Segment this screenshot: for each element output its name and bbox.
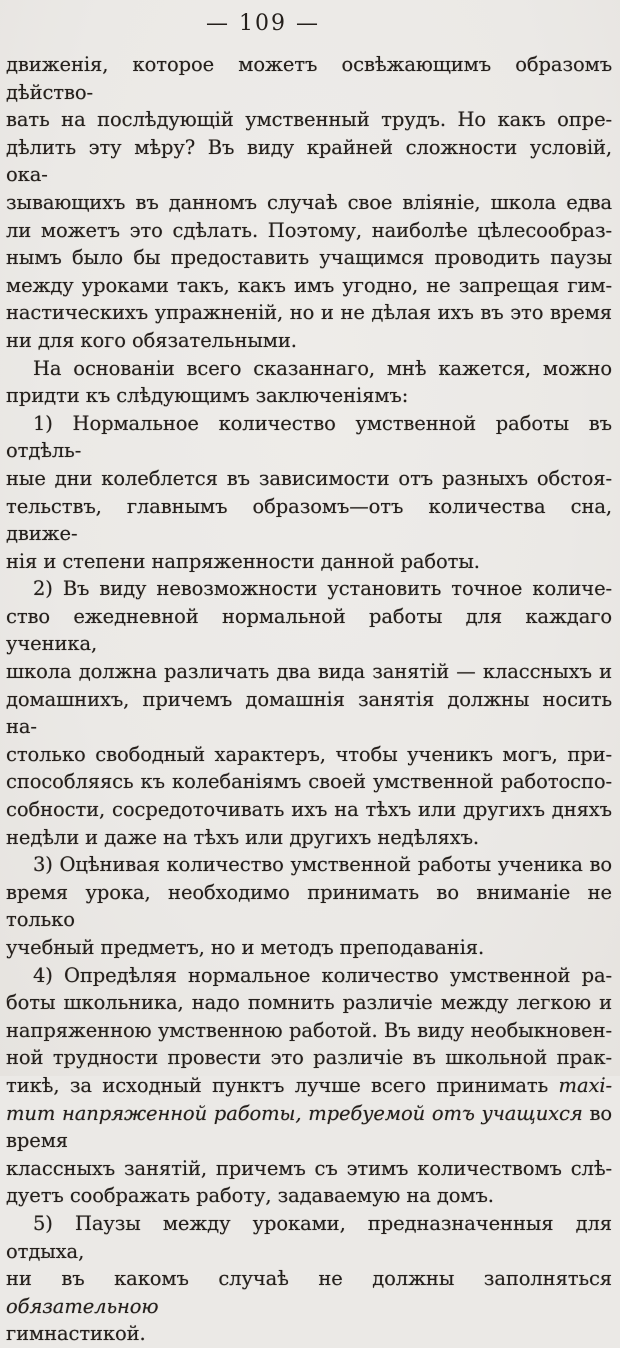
text-line	[6, 272, 612, 300]
text-run: между уроками такъ, какъ имъ угодно, не запрещая гим-	[6, 273, 612, 297]
page-number: — 109 —	[206, 11, 320, 36]
text-line	[6, 879, 612, 934]
text-run: напряженною умственною работой. Въ виду необыкновен-	[6, 1018, 612, 1042]
text-run: во время	[6, 1101, 612, 1153]
text-line	[6, 658, 612, 686]
text-line	[6, 962, 612, 990]
text-run: 2) Въ виду невозможности установить точное количе-	[33, 577, 612, 601]
text-line	[6, 106, 612, 134]
text-run: зывающихъ въ данномъ случаѣ свое вліяніе, школа едва	[6, 190, 612, 214]
text-line	[6, 410, 612, 465]
text-run: дуетъ соображать работу, задаваемую на домъ.	[6, 1184, 494, 1208]
text-run: столько свободный характеръ, чтобы ученикъ могъ, при-	[6, 742, 612, 766]
text-line	[6, 1210, 612, 1265]
text-run: гимнастикой.	[6, 1322, 146, 1346]
text-line	[6, 134, 612, 189]
text-run: домашнихъ, причемъ домашнія занятія должны носить на-	[6, 687, 612, 739]
text-run: 5) Паузы между уроками, предназначенныя для отдыха,	[6, 1211, 612, 1263]
text-line	[6, 355, 612, 383]
text-run: ство ежедневной нормальной работы для каждаго ученика,	[6, 604, 612, 656]
italic-text-run: mum напряженной работы, требуемой отъ учащихся	[6, 1101, 583, 1125]
text-run: нымъ было бы предоставить учащимся проводить паузы	[6, 246, 612, 270]
text-line	[6, 1320, 612, 1348]
text-line	[6, 989, 612, 1017]
text-run: учебный предметъ, но и методъ преподаванія.	[6, 936, 485, 959]
text-line	[6, 768, 612, 796]
text-run: 1) Нормальное количество умственной работы въ отдѣль-	[6, 411, 612, 463]
text-run: вать на послѣдующій умственный трудъ. Но какъ опре-	[6, 108, 612, 132]
text-run: тельствъ, главнымъ образомъ—отъ количества сна, движе-	[6, 494, 612, 546]
text-line	[6, 1044, 612, 1072]
text-run: время урока, необходимо принимать во вниманіе не только	[6, 880, 612, 932]
text-run: ные дни колеблется въ зависимости отъ разныхъ обстоя-	[6, 466, 612, 490]
text-line	[6, 217, 612, 245]
text-run: классныхъ занятій, причемъ съ этимъ количествомъ слѣ-	[6, 1156, 612, 1180]
text-run: школа должна различать два вида занятій — классныхъ и	[6, 660, 612, 684]
text-line	[6, 1265, 612, 1320]
text-line	[6, 382, 612, 410]
text-run: придти къ слѣдующимъ заключеніямъ:	[6, 384, 409, 408]
text-line	[6, 741, 612, 769]
text-run: собности, сосредоточивать ихъ на тѣхъ или другихъ дняхъ	[6, 798, 612, 822]
text-line	[6, 1100, 612, 1155]
italic-text-run: обязательною	[6, 1294, 159, 1318]
text-line	[6, 244, 612, 272]
text-run: недѣли и даже на тѣхъ или другихъ недѣляхъ.	[6, 825, 480, 849]
text-run: настическихъ упражненій, но и не дѣлая ихъ въ это время	[6, 301, 612, 325]
text-run: ли можетъ это сдѣлать. Поэтому, наиболѣе цѣлесообраз-	[6, 218, 612, 242]
text-line	[6, 493, 612, 548]
text-block	[6, 51, 612, 1348]
text-line	[6, 1072, 612, 1100]
text-line	[6, 1017, 612, 1045]
text-line	[6, 51, 612, 106]
text-line	[6, 796, 612, 824]
text-run: ни въ какомъ случаѣ не должны заполняться	[6, 1267, 612, 1291]
italic-text-run: maxi-	[558, 1073, 612, 1097]
text-line	[6, 575, 612, 603]
text-line	[6, 465, 612, 493]
text-line	[6, 327, 612, 355]
text-line	[6, 824, 612, 852]
text-run: движенія, которое можетъ освѣжающимъ образомъ дѣйство-	[6, 53, 612, 104]
text-run: дѣлить эту мѣру? Въ виду крайней сложности условій, ока-	[6, 135, 612, 187]
text-run: ной трудности провести это различіе въ школьной прак-	[6, 1046, 612, 1070]
text-run: тикѣ, за исходный пунктъ лучше всего принимать	[6, 1073, 559, 1097]
text-line	[6, 686, 612, 741]
text-line	[6, 189, 612, 217]
text-run: 3) Оцѣнивая количество умственной работы ученика во	[33, 853, 612, 877]
text-run: На основаніи всего сказаннаго, мнѣ кажется, можно	[33, 356, 612, 380]
text-run: боты школьника, надо помнить различіе между легкою и	[6, 991, 612, 1015]
text-line	[6, 934, 612, 962]
text-line	[6, 1182, 612, 1210]
text-line	[6, 603, 612, 658]
text-run: способляясь къ колебаніямъ своей умственной работоспо-	[6, 770, 612, 794]
text-line	[6, 299, 612, 327]
text-line	[6, 548, 612, 576]
text-run: ни для кого обязательными.	[6, 328, 297, 352]
text-line	[6, 851, 612, 879]
text-run: 4) Опредѣляя нормальное количество умственной ра-	[33, 963, 612, 987]
text-run: нія и степени напряженности данной работы.	[6, 549, 480, 573]
text-line	[6, 1155, 612, 1183]
